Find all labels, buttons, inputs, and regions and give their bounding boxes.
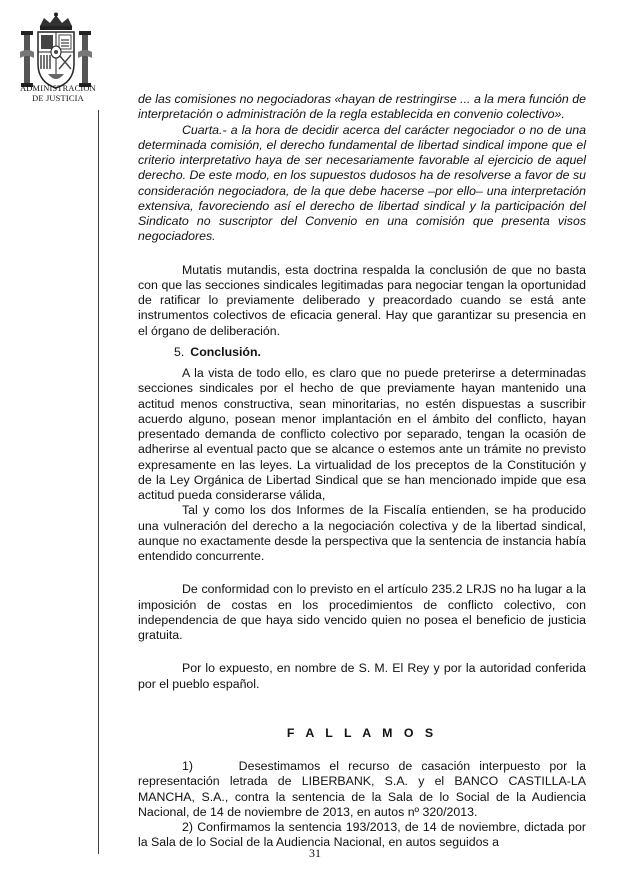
page-number: 31 [309,846,321,860]
quote-continuation: de las comisiones no negociadoras «hayan de restringirse ... a la mera función de interpretación o administración de la regla establecida en convenio colectivo». [138,92,586,122]
quote-cuarta: Cuarta.- a la hora de decidir acerca del carácter negociador o no de una determinada comisión, el derecho fundamental de libertad sindical impone que el criterio interpretativo haya de ser necesariamente favorable al ejercicio de aquel derecho. De este modo, en los supuestos dudosos ha de resolverse a favor de su consideración negociadora, de la que debe hacerse –por ello– una interpretación extensiva, favoreciendo así el derecho de libertad sindical y la participación del Sindicato no suscriptor del Convenio en una comisión que presenta visos negociadores. [138,122,586,244]
paragraph-expuesto: Por lo expuesto, en nombre de S. M. El Rey y por la autoridad conferida por el pueblo español. [138,661,586,691]
section-number: 5. [174,344,185,359]
organization-line-1: ADMINISTRACION [20,84,96,93]
document-body [138,92,586,851]
organization-name [4,84,112,104]
paragraph-vista: A la vista de todo ello, es claro que no puede preterirse a determinadas secciones sindicales por el hecho de que previamente hayan mantenido una actitud menos constructiva, sean minoritarias, no estén dispuestas a suscribir acuerdo alguno, posean menor implantación en el ámbito del conflicto, hayan presentado demanda de conflicto colectivo por separado, tengan la ocasión de adherirse al eventual pacto que se alcance o estemos ante un trámite no previsto expresamente en las leyes. La virtualidad de los preceptos de la Constitución y de la Ley Orgánica de Libertad Sindical que se han mencionado impide que esa actitud pueda considerarse válida, [138,366,586,502]
margin-rule [98,110,99,854]
coat-of-arms-icon [16,12,96,92]
fallamos-item-2: 2) Confirmamos la sentencia 193/2013, de 14 de noviembre, dictada por la Sala de lo Social de la Audiencia Nacional, en autos seguidos a [138,820,586,850]
section-heading [138,345,586,360]
section-title: Conclusión. [190,344,261,359]
fallamos-item-1-number: 1) [182,759,193,773]
paragraph-mutatis: Mutatis mutandis, esta doctrina respalda la conclusión de que no basta con que las secciones sindicales legitimadas para negociar tengan la oportunidad de ratificar lo previamente deliberado y preacordado cuando se está ante instrumentos colectivos de eficacia general. Hay que garantizar su presencia en el órgano de deliberación. [138,262,586,338]
fallamos-item-1-text: Desestimamos el recurso de casación interpuesto por la representación letrada de LIBERBANK, S.A. y el BANCO CASTILLA-LA MANCHA, S.A., contra la sentencia de la Sala de lo Social de la Audiencia Nacional, de 14 de noviembre de 2013, en autos nº 320/2013. [138,759,586,819]
fallamos-title: F A L L A M O S [286,725,438,740]
fallamos-item-1 [138,759,586,820]
organization-line-2: DE JUSTICIA [32,94,84,103]
paragraph-fiscalia: Tal y como los dos Informes de la Fiscalía entienden, se ha producido una vulneración del derecho a la negociación colectiva y de la libertad sindical, aunque no exactamente desde la perspectiva que la sentencia de instancia había entendido concurrente. [138,503,586,563]
paragraph-costas: De conformidad con lo previsto en el artículo 235.2 LRJS no ha lugar a la imposición de costas en los procedimientos de conflicto colectivo, con independencia de que haya sido vencido quien no posea el beneficio de justicia gratuita. [138,582,586,642]
